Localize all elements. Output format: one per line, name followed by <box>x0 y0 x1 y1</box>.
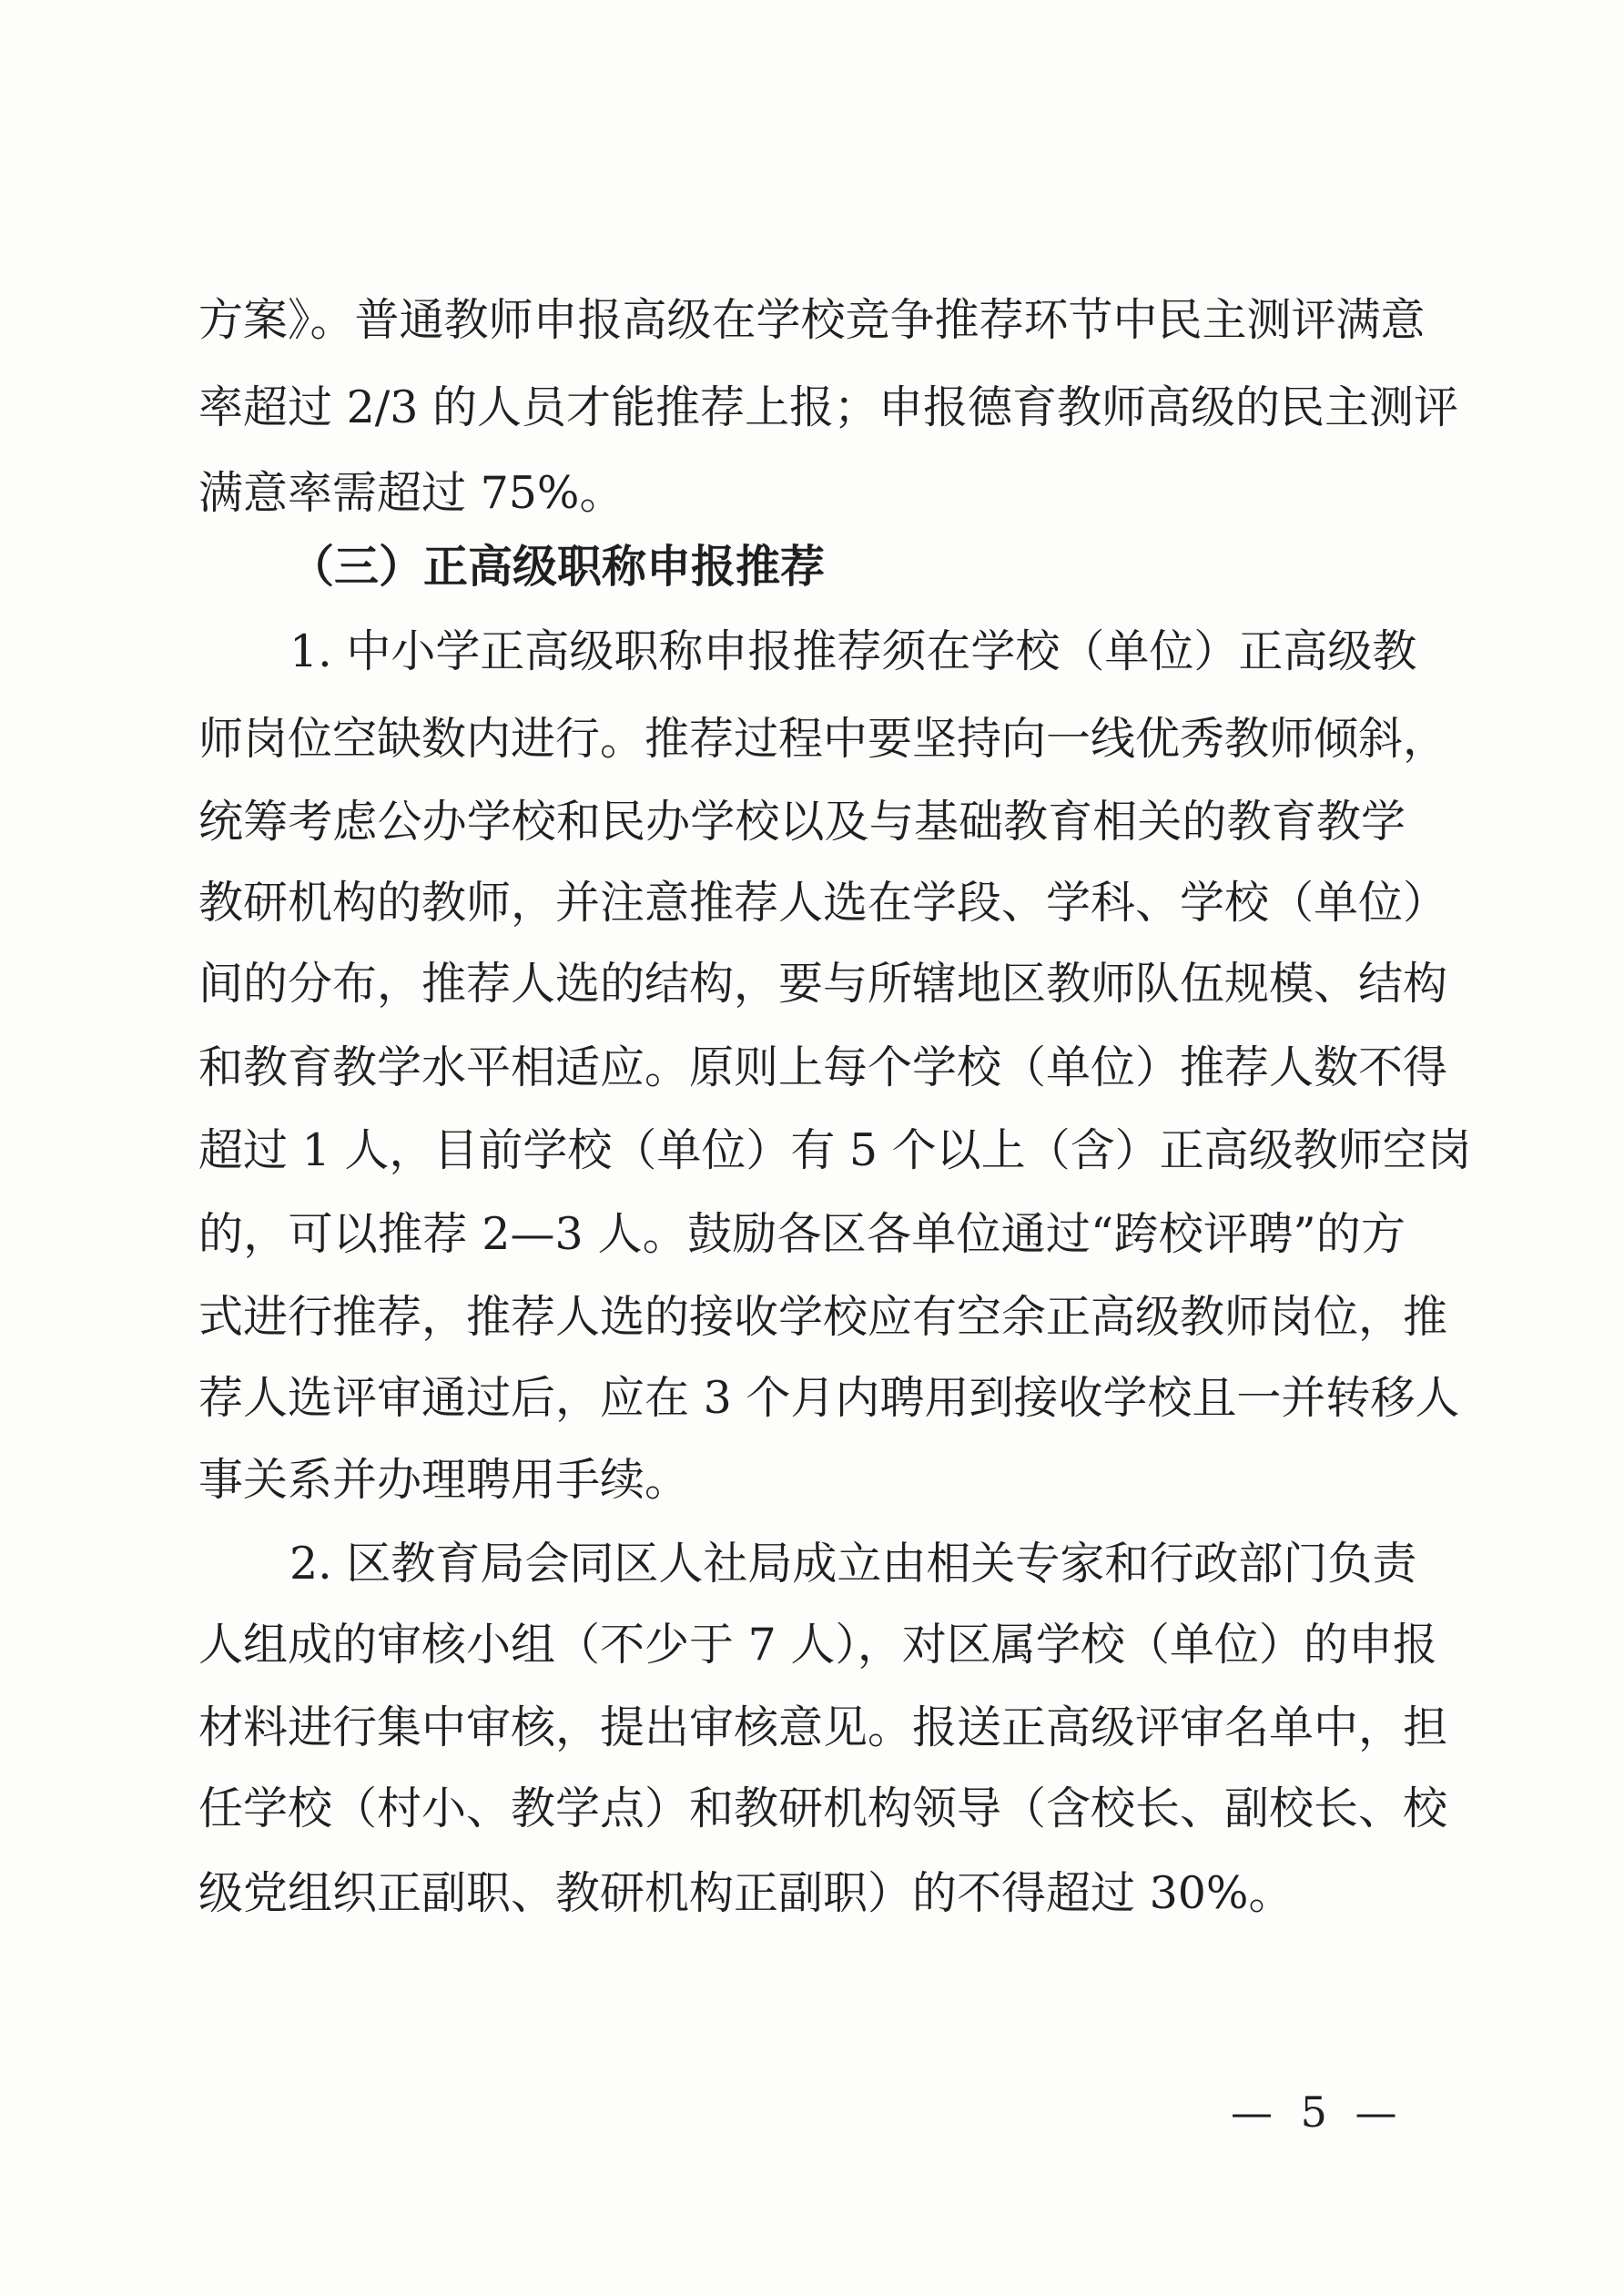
body-line-18: 任学校（村小、教学点）和教研机构领导（含校长、副校长、校 <box>198 1783 1448 1834</box>
body-line-2: 率超过 2/3 的人员才能推荐上报；申报德育教师高级的民主测评 <box>198 381 1459 433</box>
body-line-1: 方案》。普通教师申报高级在学校竞争推荐环节中民主测评满意 <box>198 294 1426 346</box>
body-line-12: 式进行推荐，推荐人选的接收学校应有空余正高级教师岗位，推 <box>198 1291 1448 1343</box>
section-heading: （三）正高级职称申报推荐 <box>289 541 826 593</box>
body-line-13: 荐人选评审通过后，应在 3 个月内聘用到接收学校且一并转移人 <box>198 1372 1460 1424</box>
body-line-7: 教研机构的教师，并注意推荐人选在学段、学科、学校（单位） <box>198 877 1448 929</box>
body-line-9: 和教育教学水平相适应。原则上每个学校（单位）推荐人数不得 <box>198 1041 1448 1093</box>
body-line-14: 事关系并办理聘用手续。 <box>198 1454 690 1506</box>
body-line-15: 2. 区教育局会同区人社局成立由相关专家和行政部门负责 <box>289 1538 1417 1590</box>
page-number: — 5 — <box>1231 2088 1405 2137</box>
body-line-17: 材料进行集中审核，提出审核意见。报送正高级评审名单中，担 <box>198 1702 1448 1753</box>
body-line-16: 人组成的审核小组（不少于 7 人），对区属学校（单位）的申报 <box>198 1619 1437 1671</box>
body-line-8: 间的分布，推荐人选的结构，要与所辖地区教师队伍规模、结构 <box>198 958 1448 1010</box>
body-line-5: 师岗位空缺数内进行。推荐过程中要坚持向一线优秀教师倾斜， <box>198 713 1448 765</box>
body-line-11: 的，可以推荐 2—3 人。鼓励各区各单位通过“跨校评聘”的方 <box>198 1208 1406 1260</box>
body-line-3: 满意率需超过 75%。 <box>198 467 624 519</box>
body-line-19: 级党组织正副职、教研机构正副职）的不得超过 30%。 <box>198 1867 1294 1919</box>
body-line-4: 1. 中小学正高级职称申报推荐须在学校（单位）正高级教 <box>289 625 1417 677</box>
body-line-6: 统筹考虑公办学校和民办学校以及与基础教育相关的教育教学 <box>198 796 1406 848</box>
body-line-10: 超过 1 人，目前学校（单位）有 5 个以上（含）正高级教师空岗 <box>198 1124 1472 1176</box>
